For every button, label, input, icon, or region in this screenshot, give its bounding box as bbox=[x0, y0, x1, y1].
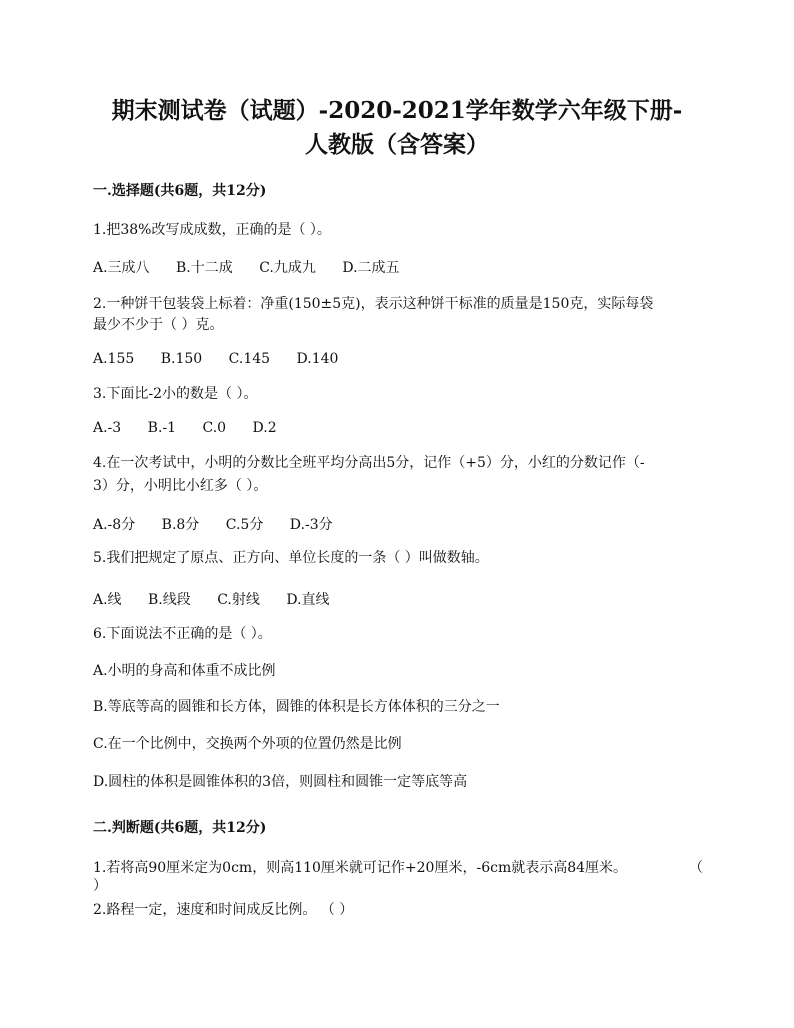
option-c: C.射线 bbox=[217, 592, 260, 608]
question-5: 5.我们把规定了原点、正方向、单位长度的一条（ ）叫做数轴。 bbox=[93, 550, 489, 566]
option-d: D.直线 bbox=[286, 592, 330, 608]
question-6-option-a: A.小明的身高和体重不成比例 bbox=[93, 663, 276, 679]
option-c: C.5分 bbox=[225, 517, 264, 533]
option-a: A.线 bbox=[93, 592, 122, 608]
option-d: D.二成五 bbox=[342, 260, 400, 276]
option-d: D.2 bbox=[252, 420, 277, 436]
exam-title-line1: 期末测试卷（试题）-2020-2021学年数学六年级下册- bbox=[111, 97, 683, 124]
question-6-option-d: D.圆柱的体积是圆锥体积的3倍，则圆柱和圆锥一定等底等高 bbox=[93, 774, 468, 790]
question-4-line1: 4.在一次考试中，小明的分数比全班平均分高出5分，记作（+5）分，小红的分数记作（- bbox=[93, 455, 645, 471]
section-heading-judge: 二.判断题(共6题，共12分) bbox=[93, 820, 267, 836]
question-3-options bbox=[93, 420, 299, 436]
question-6-option-c: C.在一个比例中，交换两个外项的位置仍然是比例 bbox=[93, 736, 402, 752]
option-d: D.-3分 bbox=[289, 517, 333, 533]
question-2-line1: 2.一种饼干包装袋上标着：净重(150±5克)，表示这种饼干标准的质量是150克，实际每袋 bbox=[93, 296, 654, 312]
question-2-options bbox=[93, 351, 360, 367]
option-d: D.140 bbox=[296, 351, 339, 367]
question-1-options bbox=[93, 257, 422, 277]
option-a: A.-8分 bbox=[93, 517, 136, 533]
option-b: B.150 bbox=[160, 351, 203, 367]
question-2-line2: 最少不少于（ ）克。 bbox=[93, 317, 224, 333]
option-b: B.线段 bbox=[148, 592, 191, 608]
question-4-line2: 3）分，小明比小红多（ ）。 bbox=[93, 478, 268, 494]
question-1: 1.把38%改写成成数，正确的是（ ）。 bbox=[93, 222, 331, 238]
judge-1-text: 1.若将高90厘米定为0cm，则高110厘米就可记作+20厘米，-6cm就表示高84厘米。 bbox=[93, 860, 628, 876]
section-heading-choice: 一.选择题(共6题，共12分) bbox=[93, 183, 267, 199]
option-b: B.-1 bbox=[147, 420, 177, 436]
option-a: A.三成八 bbox=[93, 260, 150, 276]
exam-title-line2: 人教版（含答案） bbox=[305, 131, 489, 158]
option-b: B.十二成 bbox=[176, 260, 233, 276]
option-c: C.145 bbox=[228, 351, 271, 367]
question-3: 3.下面比-2小的数是（ ）。 bbox=[93, 386, 258, 402]
option-a: A.-3 bbox=[93, 420, 122, 436]
judge-1-paren-close: ） bbox=[93, 878, 107, 894]
question-5-options bbox=[93, 589, 352, 609]
option-c: C.九成九 bbox=[259, 260, 316, 276]
option-a: A.155 bbox=[93, 351, 135, 367]
judge-1 bbox=[93, 859, 703, 877]
judge-1-paren-open: （ bbox=[689, 860, 703, 876]
option-c: C.0 bbox=[202, 420, 227, 436]
question-4-options bbox=[93, 514, 355, 534]
option-b: B.8分 bbox=[161, 517, 200, 533]
question-6: 6.下面说法不正确的是（ ）。 bbox=[93, 626, 272, 642]
question-6-option-b: B.等底等高的圆锥和长方体，圆锥的体积是长方体体积的三分之一 bbox=[93, 699, 500, 715]
judge-2: 2.路程一定，速度和时间成反比例。 （ ） bbox=[93, 902, 354, 918]
